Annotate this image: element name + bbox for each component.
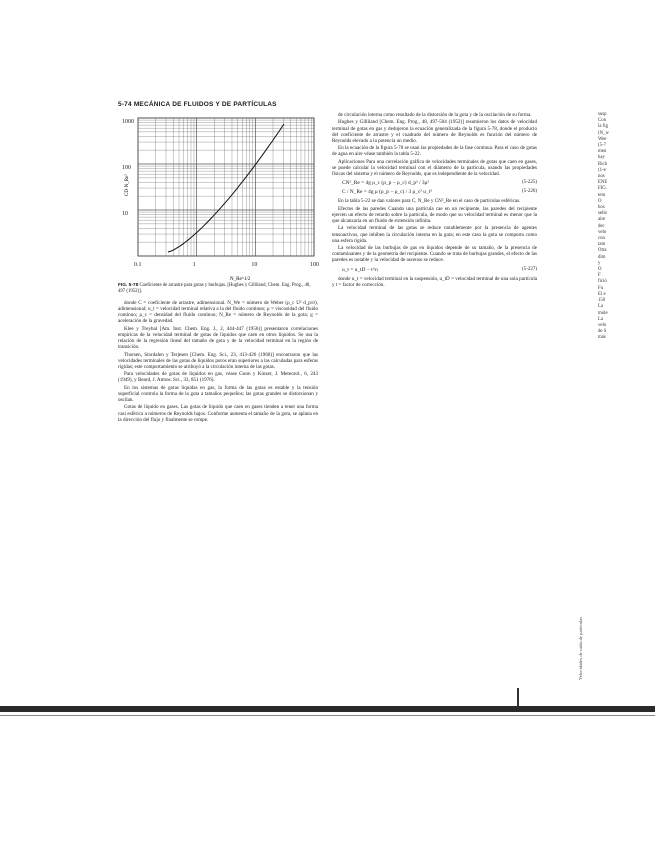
fragment-text: sello: [598, 211, 608, 217]
fragment-text: mole: [598, 310, 608, 316]
right-paragraph: Efectos de las paredes Cuando una partícula cae en un recipiente, las paredes del recipiente ejercen un efecto de retardo sobre la partícula, de modo que su velocidad terminal es menor que la que alcanzaría en un fluido de extensión infinita.: [332, 205, 537, 225]
left-paragraph: Para velocidades de gotas de líquidos en gas, véase Gunn y Kinzer, J. Meteorol., 6, 243 (1949), y Beard, J. Atmos. Sci., 33, 851 (1976).: [118, 371, 318, 384]
fragment-text: (1-e: [598, 167, 606, 173]
fragment-text: Rich: [598, 161, 608, 167]
equation-rhs: 4g μ (ρ_p − ρ_c) / 3 ρ_c² u_t³: [368, 189, 432, 196]
fragment-text: FIG.: [598, 186, 607, 192]
equation-lhs: CN²_Re: [342, 180, 360, 187]
fragment-text: (N_w: [598, 130, 609, 136]
fragment-text: El e: [598, 291, 606, 297]
fragment-text: Fu: [598, 285, 604, 291]
y-tick-label: 100: [122, 165, 131, 171]
x-tick-label: 10: [251, 262, 258, 268]
left-paragraph: Thorsen, Stordalen y Terjesen [Chem. Eng. Sci., 23, 413-426 (1968)] encontraron que las velocidades terminales de las gotas de líquidos puros eran superiores a las calculadas para esferas rígidas; este comportamiento se atribuyó a la circulación interna de las gotas.: [118, 351, 318, 370]
equation-number: (5-226): [522, 189, 537, 195]
x-axis-label: N_Re^1/2: [230, 277, 251, 282]
fragment-text: velo: [598, 229, 607, 235]
fragment-text: F: [598, 273, 601, 279]
scan-mark: [517, 688, 519, 708]
fragment-text: la fig: [598, 124, 608, 130]
fragment-text: más: [598, 335, 606, 341]
equation-lhs: C / N_Re: [342, 189, 363, 196]
left-paragraph: En los sistemas de gotas líquidas en gas, la forma de las gotas es estable y la tensión superficial controla la forma de la gota a tamaños pequeños; las gotas grandes se distorsionan y oscilan.: [118, 384, 318, 404]
right-paragraph: Aplicaciones Para una correlación gráfica de velocidades terminales de gotas que caen en gases, se puede calcular la velocidad terminal con el diámetro de la partícula, usando las propiedades físicas del sistema y el número de Reynolds, que es independiente de la velocidad.: [332, 158, 537, 177]
running-head: 5-74 MECÁNICA DE FLUIDOS Y DE PARTÍCULAS: [118, 101, 277, 108]
fragment-text: La: [598, 304, 604, 310]
right-paragraph: Hughes y Gilliland [Chem. Eng. Prog., 48, 497-504 (1952)] resumieron los datos de velocidad terminal de gotas en gas y dedujeron la ecuación generalizada de la figura 5-78, donde el producto del coeficiente de arrastre y el cuadrado del número de Reynolds es función del número de Reynolds elevado a la potencia un medio.: [332, 119, 537, 144]
fragment-text: hos: [598, 205, 605, 211]
y-axis-label: CD·N_Re²: [125, 174, 130, 196]
right-paragraph: de circulación interna como resultado de la distorsión de la gota y de la oscilación de su forma.: [338, 112, 532, 118]
left-paragraph: Klee y Treybal [Am. Inst. Chem. Eng. J., 2, 444-447 (1956)] presentaron correlaciones empíricas de la velocidad terminal de gotas de líquidos que caen en otros líquidos. Se usa la relación de la regresión lineal del tamaño de gota y de la velocidad terminal en la región de transición.: [118, 325, 318, 351]
fragment-text: La: [598, 316, 604, 322]
fragment-text: O: [598, 198, 602, 204]
fragment-text: susp: [598, 112, 607, 117]
equation-5-226: C / N_Re = 4g μ (ρ_p − ρ_c) / 3 ρ_c² u_t³ (5-226): [342, 189, 537, 196]
fragment-text: nos: [598, 174, 605, 180]
left-paragraph: Gotas de líquido en gases. Las gotas de líquido que caen en gases tienden a tener una forma casi esférica a números de Reynolds bajos. Conforme aumenta el tamaño de la gota, se aplana en la dirección del flujo y finalmente se rompe.: [118, 404, 318, 423]
right-paragraph: La velocidad de las burbujas de gas en líquidos depende de su tamaño, de la presencia de contaminantes y de la geometría del recipiente. Cuando se trata de burbujas grandes, el efecto de las paredes es notable y la velocidad de ascenso se reduce.: [332, 245, 537, 264]
figure-caption-label: FIG. 5-78: [118, 283, 139, 288]
adjacent-page-fragments: [598, 112, 638, 342]
fragment-text: O: [598, 267, 602, 273]
fragment-text: Otra: [598, 248, 607, 254]
equation-number: (5-225): [522, 180, 537, 186]
fragment-text: hay: [598, 155, 605, 161]
fragment-text: y: [598, 260, 601, 266]
x-tick-label: 0.1: [134, 262, 142, 268]
fragment-text: fició: [598, 279, 607, 285]
adjacent-page-vertical-text: Velocidades de caída de partículas: [578, 616, 583, 680]
right-paragraph: En la tabla 5-22 se dan valores para C, N_Re y CN²_Re en el caso de partículas esféricas.: [338, 198, 521, 205]
fragment-text: Con: [598, 118, 606, 124]
equation-lhs: u_t = u_tD − t^n: [342, 266, 378, 273]
scan-edge-band: [0, 706, 655, 712]
fragment-text: dim: [598, 254, 606, 260]
left-paragraph: donde C = coeficiente de arrastre, adimensional. N_We = número de Weber (ρ_c U² d_p/σ), adimensional; u_t = velocidad terminal relativa a la del fluido continuo; μ = viscosidad del fluido continuo; ρ_c = densidad del fluido continuo; N_Re = número de Reynolds de la gota; g = aceleración de la gravedad.: [118, 300, 318, 325]
fragment-text: con: [598, 236, 605, 242]
fragment-text: de S: [598, 329, 607, 335]
scan-edge-line: [0, 715, 655, 716]
equation-number: (5-227): [522, 266, 537, 272]
fragment-text: Wee: [598, 136, 607, 142]
right-paragraph: donde u_t = velocidad terminal en la suspensión, u_tD = velocidad terminal de una sola partícula y t = factor de corrección.: [332, 275, 537, 288]
fragment-text: velo: [598, 322, 607, 328]
fragment-text: aire: [598, 217, 606, 223]
figure-caption-text: Coeficiente de arrastre para gotas y burbujas. [Hughes y Gilliland, Chem. Eng. Prog., 48, 497 (1952)].: [118, 283, 311, 294]
equation-5-225: CN²_Re = 4g ρ_c (ρ_p − ρ_c) d_p³ / 3μ² (5-225): [342, 180, 537, 187]
fragment-text: 150: [598, 298, 606, 304]
fragment-text: (5-7: [598, 143, 606, 149]
right-paragraph: La velocidad terminal de las gotas se reduce notablemente por la presencia de agentes tensoactivos, que inhiben la circulación interna en la gota; en este caso la gota se comporta como una esfera rígida.: [332, 225, 537, 244]
plot-frame: [138, 118, 314, 256]
fragment-text: dec: [598, 223, 605, 229]
fragment-text: men: [598, 149, 607, 155]
drag-coefficient-chart: [122, 112, 318, 284]
y-tick-label: 10: [122, 211, 128, 217]
right-paragraph: En la ecuación de la figura 5-78 se usan las propiedades de la fase continua. Para el caso de gotas de agua en aire véase también la tabla 5-22.: [332, 145, 537, 158]
fragment-text: ENE: [598, 180, 608, 186]
equation-5-227: [342, 267, 537, 273]
x-tick-label: 1: [192, 262, 196, 268]
equation-rhs: 4g ρ_c (ρ_p − ρ_c) d_p³ / 3μ²: [365, 180, 430, 187]
right-column: [332, 112, 537, 289]
fragment-text: tam: [598, 242, 606, 248]
left-column: [118, 300, 318, 424]
fragment-text: tem: [598, 192, 606, 198]
x-tick-label: 100: [310, 262, 319, 268]
y-tick-label: 1000: [122, 119, 134, 125]
figure-caption: [118, 283, 318, 294]
